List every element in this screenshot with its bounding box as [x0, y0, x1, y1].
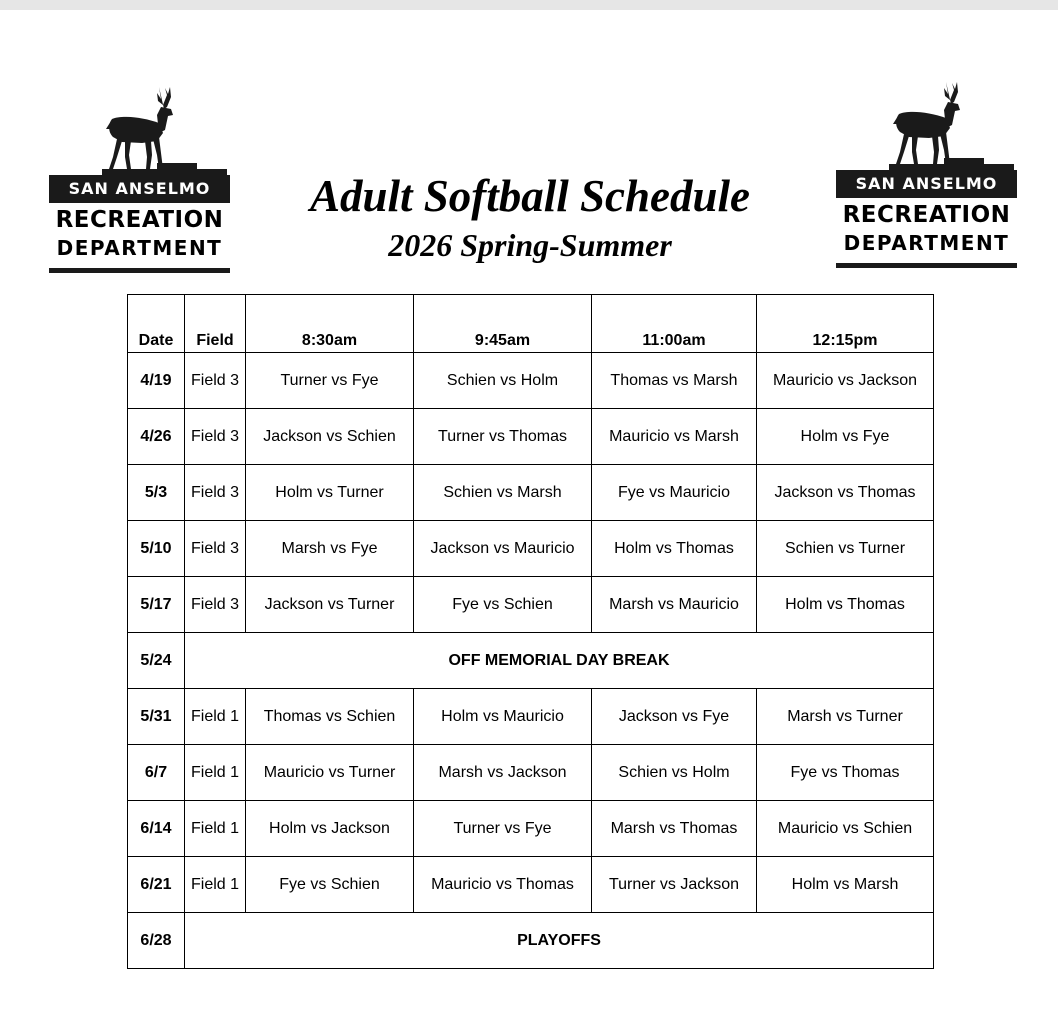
field-cell: Field 1: [185, 745, 246, 801]
field-cell: Field 3: [185, 465, 246, 521]
game-cell: Turner vs Thomas: [414, 409, 592, 465]
date-cell: 5/17: [128, 577, 185, 633]
header-field: Field: [185, 295, 246, 353]
game-cell: Marsh vs Mauricio: [592, 577, 757, 633]
game-cell: Mauricio vs Jackson: [757, 353, 934, 409]
table-row: [128, 689, 934, 745]
game-cell: Mauricio vs Thomas: [414, 857, 592, 913]
logo-word-department: DEPARTMENT: [843, 231, 1010, 255]
field-cell: Field 3: [185, 353, 246, 409]
game-cell: Holm vs Jackson: [246, 801, 414, 857]
table-row: [128, 801, 934, 857]
deer-icon: [834, 80, 1019, 170]
game-cell: Holm vs Marsh: [757, 857, 934, 913]
date-cell: 5/3: [128, 465, 185, 521]
date-cell: 5/31: [128, 689, 185, 745]
table-row: [128, 521, 934, 577]
page-subtitle: 2026 Spring-Summer: [388, 227, 672, 263]
header-time-slot: 12:15pm: [757, 295, 934, 353]
date-cell: 4/19: [128, 353, 185, 409]
game-cell: Jackson vs Schien: [246, 409, 414, 465]
date-cell: 5/10: [128, 521, 185, 577]
logo-name-bar: SAN ANSELMO: [49, 175, 230, 203]
game-cell: Marsh vs Jackson: [414, 745, 592, 801]
logo-underline: [49, 268, 230, 273]
game-cell: Fye vs Mauricio: [592, 465, 757, 521]
date-cell: 5/24: [128, 633, 185, 689]
game-cell: Thomas vs Schien: [246, 689, 414, 745]
game-cell: Fye vs Schien: [246, 857, 414, 913]
date-cell: 4/26: [128, 409, 185, 465]
note-cell: OFF MEMORIAL DAY BREAK: [185, 633, 934, 689]
game-cell: Jackson vs Thomas: [757, 465, 934, 521]
header-time-slot: 11:00am: [592, 295, 757, 353]
game-cell: Schien vs Marsh: [414, 465, 592, 521]
page-title: Adult Softball Schedule: [309, 171, 751, 221]
game-cell: Schien vs Holm: [592, 745, 757, 801]
game-cell: Schien vs Holm: [414, 353, 592, 409]
schedule-body: [128, 353, 934, 969]
table-row: [128, 633, 934, 689]
table-row: [128, 465, 934, 521]
field-cell: Field 1: [185, 857, 246, 913]
table-row: [128, 857, 934, 913]
game-cell: Schien vs Turner: [757, 521, 934, 577]
game-cell: Jackson vs Turner: [246, 577, 414, 633]
table-row: [128, 913, 934, 969]
field-cell: Field 1: [185, 801, 246, 857]
header-date: Date: [128, 295, 185, 353]
game-cell: Holm vs Mauricio: [414, 689, 592, 745]
game-cell: Mauricio vs Marsh: [592, 409, 757, 465]
date-cell: 6/21: [128, 857, 185, 913]
table-row: [128, 577, 934, 633]
date-cell: 6/14: [128, 801, 185, 857]
game-cell: Holm vs Thomas: [592, 521, 757, 577]
table-row: [128, 745, 934, 801]
game-cell: Mauricio vs Turner: [246, 745, 414, 801]
field-cell: Field 3: [185, 521, 246, 577]
game-cell: Holm vs Thomas: [757, 577, 934, 633]
logo-word-department: DEPARTMENT: [56, 236, 223, 260]
deer-icon: [47, 85, 232, 175]
field-cell: Field 3: [185, 409, 246, 465]
header-time-slot: 8:30am: [246, 295, 414, 353]
table-row: [128, 353, 934, 409]
game-cell: Holm vs Turner: [246, 465, 414, 521]
note-cell: PLAYOFFS: [185, 913, 934, 969]
game-cell: Turner vs Fye: [246, 353, 414, 409]
field-cell: Field 1: [185, 689, 246, 745]
logo-word-recreation: RECREATION: [842, 202, 1011, 228]
logo-underline: [836, 263, 1017, 268]
date-cell: 6/28: [128, 913, 185, 969]
san-anselmo-logo-right: [834, 80, 1019, 275]
game-cell: Turner vs Jackson: [592, 857, 757, 913]
logo-name-bar: SAN ANSELMO: [836, 170, 1017, 198]
game-cell: Jackson vs Fye: [592, 689, 757, 745]
game-cell: Fye vs Schien: [414, 577, 592, 633]
game-cell: Mauricio vs Schien: [757, 801, 934, 857]
game-cell: Turner vs Fye: [414, 801, 592, 857]
game-cell: Thomas vs Marsh: [592, 353, 757, 409]
schedule-table: [127, 294, 934, 969]
game-cell: Jackson vs Mauricio: [414, 521, 592, 577]
game-cell: Marsh vs Turner: [757, 689, 934, 745]
game-cell: Marsh vs Thomas: [592, 801, 757, 857]
field-cell: Field 3: [185, 577, 246, 633]
header-time-slot: 9:45am: [414, 295, 592, 353]
logo-word-recreation: RECREATION: [55, 207, 224, 233]
game-cell: Marsh vs Fye: [246, 521, 414, 577]
game-cell: Holm vs Fye: [757, 409, 934, 465]
game-cell: Fye vs Thomas: [757, 745, 934, 801]
date-cell: 6/7: [128, 745, 185, 801]
san-anselmo-logo-left: [47, 85, 232, 280]
table-row: [128, 409, 934, 465]
top-strip: [0, 0, 1058, 10]
table-header-row: [128, 295, 934, 353]
